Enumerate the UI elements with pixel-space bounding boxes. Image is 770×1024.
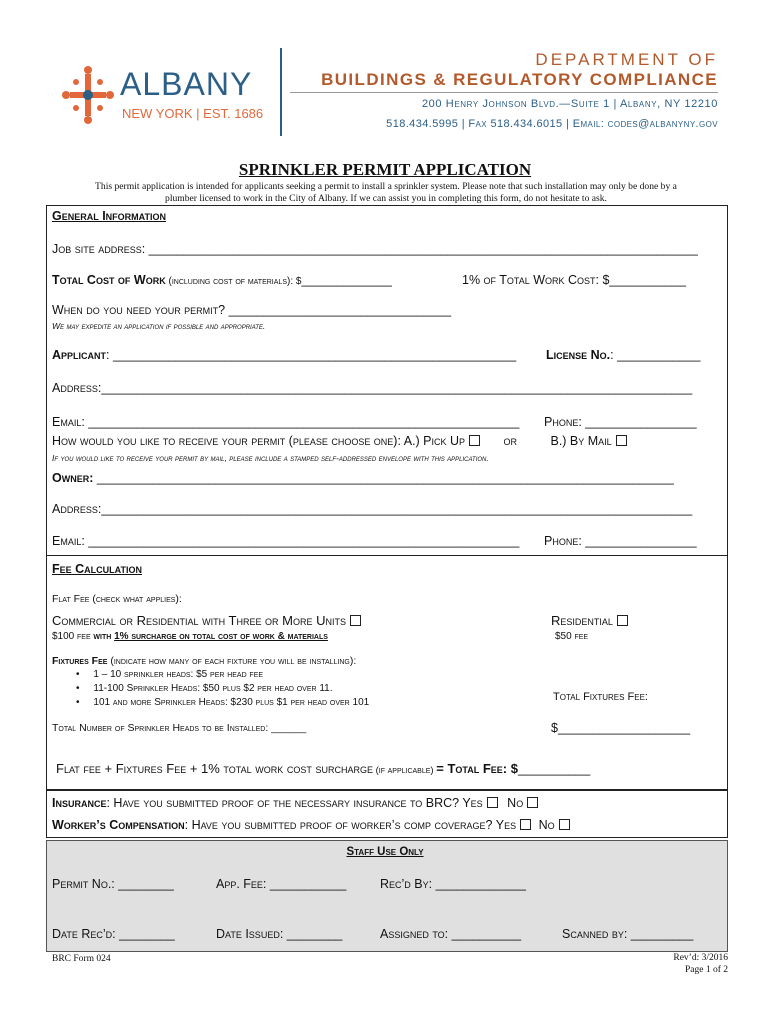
header-divider xyxy=(280,48,282,136)
assigned-to-field[interactable]: Assigned to: __________ xyxy=(380,927,522,941)
formula-equals: = xyxy=(436,761,448,776)
total-cost-note: (including cost of materials): $ xyxy=(165,276,302,287)
insurance-yes-checkbox[interactable] xyxy=(487,797,498,808)
department-name-line1: DEPARTMENT OF xyxy=(535,50,718,69)
formula-note: (if applicable) xyxy=(372,765,437,776)
fixture-rate-item: • 11-100 Sprinkler Heads: $50 plus $2 per head over 11. xyxy=(76,683,333,694)
workers-comp-text: : Have you submitted proof of worker’s comp coverage? Yes xyxy=(184,818,517,832)
receive-permit-question xyxy=(52,434,627,448)
total-cost-blank: _____________ xyxy=(301,273,392,287)
fixture-rate-text: 101 and more Sprinkler Heads: $230 plus $1 per head over 101 xyxy=(93,697,370,708)
form-number: BRC Form 024 xyxy=(52,954,111,964)
mail-note: If you would like to receive your permit by mail, please include a stamped self-addressed envelope with this application. xyxy=(52,453,489,463)
by-mail-checkbox[interactable] xyxy=(616,435,627,446)
total-cost-field[interactable] xyxy=(52,273,392,287)
workers-comp-label: Worker’s Compensation xyxy=(52,818,185,832)
fixtures-fee-note: (indicate how many of each fixture you will be installing): xyxy=(107,655,357,667)
applicant-label: Applicant xyxy=(52,348,107,362)
scanned-by-field[interactable]: Scanned by: _________ xyxy=(562,927,694,941)
owner-blank: ___________________________________________________________________________________ xyxy=(93,471,674,485)
applicant-blank: : __________________________________________________________ xyxy=(106,348,517,362)
insurance-question xyxy=(52,796,538,810)
residential-label: Residential xyxy=(551,613,613,628)
total-cost-label: Total Cost of Work xyxy=(52,273,166,287)
workers-comp-question xyxy=(52,818,570,832)
residential-fee-note: $50 fee xyxy=(555,631,589,642)
formula-text: Flat fee + Fixtures Fee + 1% total work cost surcharge xyxy=(56,761,373,776)
total-fee-formula[interactable] xyxy=(56,761,590,776)
insurance-label: Insurance xyxy=(52,796,107,810)
total-fixtures-fee-label: Total Fixtures Fee: xyxy=(553,691,648,703)
form-title: SPRINKLER PERMIT APPLICATION xyxy=(238,160,532,179)
residential-option xyxy=(551,613,628,628)
intro-text-2: plumber licensed to work in the City of Albany. If we can assist you in completing this form, do not hesitate to ask. xyxy=(165,193,607,204)
insurance-no-checkbox[interactable] xyxy=(527,797,538,808)
flat-fee-label xyxy=(52,593,182,605)
workers-comp-yes-checkbox[interactable] xyxy=(520,819,531,830)
license-label: License No. xyxy=(546,348,611,362)
fixture-rate-text: 11-100 Sprinkler Heads: $50 plus $2 per head over 11. xyxy=(93,683,333,694)
workers-comp-no-checkbox[interactable] xyxy=(559,819,570,830)
or-label: or xyxy=(503,434,517,448)
header-rule xyxy=(290,92,718,93)
owner-address-field[interactable]: Address:_____________________________________________________________________________________ xyxy=(52,502,693,516)
received-by-field[interactable]: Rec’d By: _____________ xyxy=(380,877,526,891)
by-mail-label: B.) By Mail xyxy=(550,434,612,448)
fixtures-fee-title: Fixtures Fee xyxy=(52,655,108,667)
fixtures-fee-label xyxy=(52,655,356,667)
staff-use-heading: Staff Use Only xyxy=(346,846,424,858)
logo-subtitle: NEW YORK | EST. 1686 xyxy=(122,106,264,121)
commercial-fee-note xyxy=(52,631,328,642)
permit-number-field[interactable]: Permit No.: ________ xyxy=(52,877,174,891)
applicant-field[interactable] xyxy=(52,348,516,362)
department-name-line2: BUILDINGS & REGULATORY COMPLIANCE xyxy=(321,70,718,89)
fixture-rate-item: • 101 and more Sprinkler Heads: $230 plus $1 per head over 101 xyxy=(76,697,370,708)
insurance-text: : Have you submitted proof of the necessary insurance to BRC? Yes xyxy=(106,796,483,810)
department-contact: 518.434.5995 | Fax 518.434.6015 | Email: codes@albanyny.gov xyxy=(386,118,718,130)
albany-emblem-icon xyxy=(58,62,118,128)
flat-fee-title: Flat Fee xyxy=(52,593,90,605)
commercial-fee-surcharge: 1% surcharge on total cost of work & materials xyxy=(114,631,328,642)
applicant-phone-field[interactable]: Phone: ________________ xyxy=(544,415,697,429)
fixture-rate-text: 1 – 10 sprinkler heads: $5 per head fee xyxy=(93,669,264,680)
logo-name: ALBANY xyxy=(120,66,253,102)
total-fixtures-fee-field[interactable]: $___________________ xyxy=(551,721,691,735)
fee-calculation-heading: Fee Calculation xyxy=(52,562,142,576)
license-blank: : ____________ xyxy=(610,348,701,362)
insurance-no-label: No xyxy=(507,796,524,810)
expedite-note: We may expedite an application if possible and appropriate. xyxy=(52,321,266,331)
revision-date: Rev’d: 3/2016 xyxy=(673,953,728,963)
total-fee-label: Total Fee: $ xyxy=(447,761,518,776)
commercial-fee-with: with xyxy=(93,631,115,642)
total-heads-field[interactable]: Total Number of Sprinkler Heads to be Installed: ______ xyxy=(52,722,307,734)
commercial-option xyxy=(52,613,361,628)
commercial-checkbox[interactable] xyxy=(350,615,361,626)
applicant-address-field[interactable]: Address:_____________________________________________________________________________________ xyxy=(52,381,693,395)
pick-up-checkbox[interactable] xyxy=(469,435,480,446)
date-received-field[interactable]: Date Rec’d: ________ xyxy=(52,927,175,941)
fixture-rate-item: • 1 – 10 sprinkler heads: $5 per head fee xyxy=(76,669,264,680)
page-number: Page 1 of 2 xyxy=(684,965,728,975)
job-site-address-field[interactable]: Job site address: _______________________________________________________________________________ xyxy=(52,242,698,256)
app-fee-field[interactable]: App. Fee: ___________ xyxy=(216,877,347,891)
albany-logo xyxy=(58,62,268,128)
date-issued-field[interactable]: Date Issued: ________ xyxy=(216,927,343,941)
when-needed-field[interactable]: When do you need your permit? ________________________________ xyxy=(52,303,452,317)
intro-text-1: This permit application is intended for applicants seeking a permit to install a sprinkler system. Please note that such installation may only be done by a xyxy=(95,181,677,192)
owner-field[interactable] xyxy=(52,471,674,485)
owner-label: Owner: xyxy=(52,471,94,485)
residential-checkbox[interactable] xyxy=(617,615,628,626)
one-percent-cost-field[interactable]: 1% of Total Work Cost: $___________ xyxy=(462,273,686,287)
owner-phone-field[interactable]: Phone: ________________ xyxy=(544,534,697,548)
license-number-field[interactable] xyxy=(546,348,701,362)
workers-comp-no-label: No xyxy=(538,818,555,832)
applicant-email-field[interactable]: Email: ______________________________________________________________ xyxy=(52,415,520,429)
receive-permit-label: How would you like to receive your permit (please choose one): A.) Pick Up xyxy=(52,434,466,448)
commercial-fee-amount: $100 fee xyxy=(52,631,94,642)
general-information-heading: General Information xyxy=(52,209,166,223)
total-fee-blank: __________ xyxy=(517,761,591,776)
flat-fee-note: (check what applies): xyxy=(89,593,182,605)
commercial-label: Commercial or Residential with Three or More Units xyxy=(52,613,347,628)
owner-email-field[interactable]: Email: ______________________________________________________________ xyxy=(52,534,520,548)
department-address: 200 Henry Johnson Blvd.—Suite 1 | Albany, NY 12210 xyxy=(421,98,718,110)
